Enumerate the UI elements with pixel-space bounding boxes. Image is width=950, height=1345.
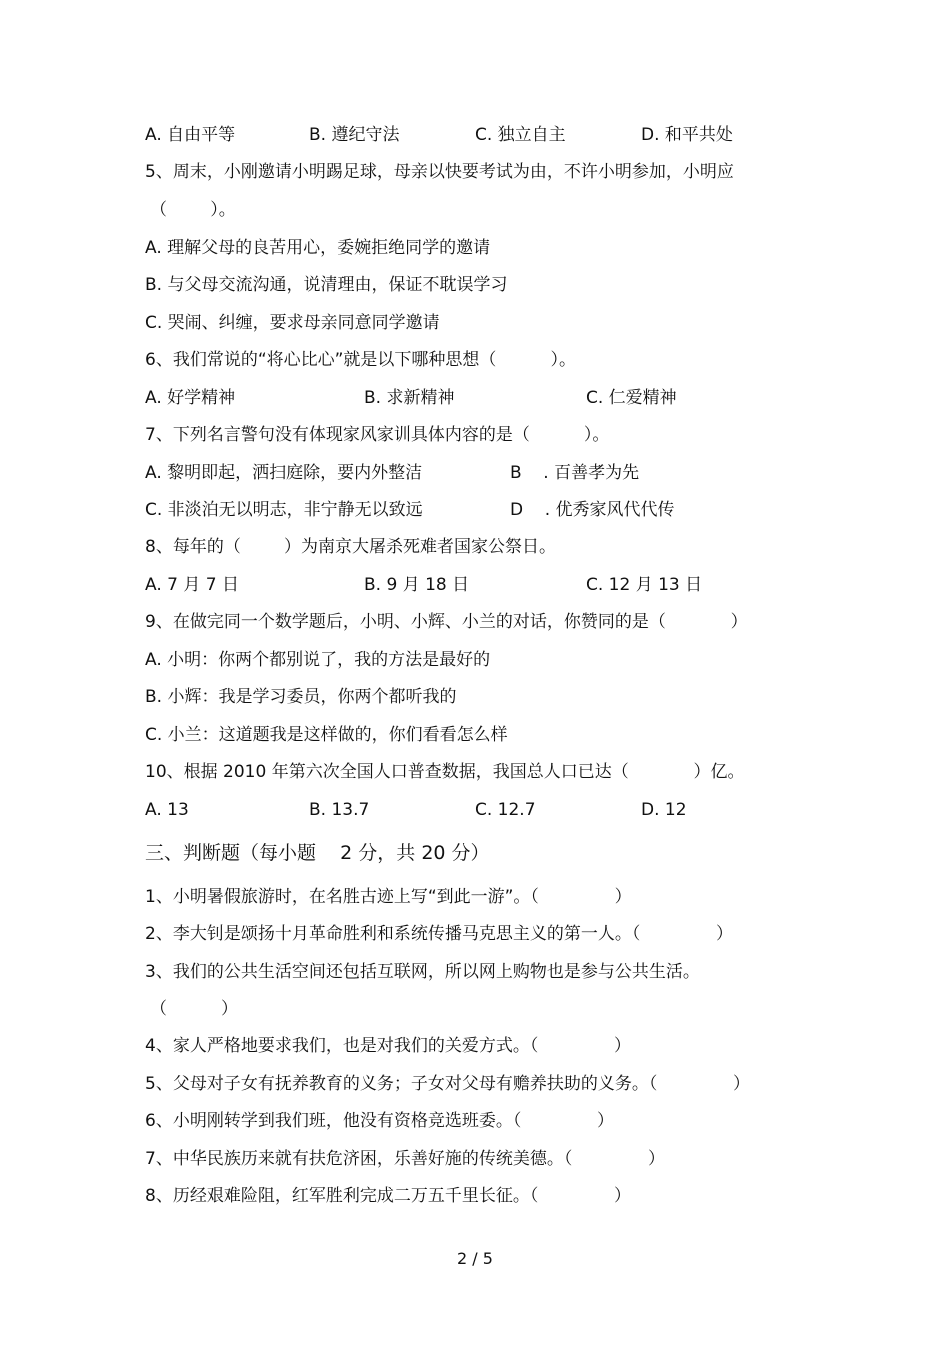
q7-option-b: B . 百善孝为先 [510,463,640,483]
q6-option-c: C. 仁爱精神 [586,388,677,408]
q7-option-a: A. 黎明即起，洒扫庭除，要内外整洁 [145,463,423,483]
q4-option-a: A. 自由平等 [145,125,236,145]
judgment-item: 7、中华民族历来就有扶危济困，乐善好施的传统美德。（ ） [145,1149,665,1169]
q7-option-c: C. 非淡泊无以明志，非宁静无以致远 [145,500,423,520]
q8-option-a: A. 7 月 7 日 [145,575,239,595]
q10-option-c: C. 12.7 [475,800,536,820]
q5-option-a: A. 理解父母的良苦用心，委婉拒绝同学的邀请 [145,238,491,258]
q8-option-b: B. 9 月 18 日 [364,575,470,595]
section-title-judgment: 三、判断题（每小题 2 分，共 20 分） [145,842,490,864]
q4-option-b: B. 遵纪守法 [309,125,400,145]
judgment-item: 1、小明暑假旅游时，在名胜古迹上写“到此一游”。（ ） [145,887,632,907]
q8-option-c: C. 12 月 13 日 [586,575,703,595]
judgment-item: 4、家人严格地要求我们，也是对我们的关爱方式。（ ） [145,1036,631,1056]
q6-option-a: A. 好学精神 [145,388,236,408]
q10-question: 10、根据 2010 年第六次全国人口普查数据，我国总人口已达（ ）亿。 [145,762,745,782]
q6-option-b: B. 求新精神 [364,388,455,408]
q9-question: 9、在做完同一个数学题后，小明、小辉、小兰的对话，你赞同的是（ ） [145,612,748,632]
judgment-item: 8、历经艰难险阻，红军胜利完成二万五千里长征。（ ） [145,1186,631,1206]
judgment-item-cont: （ ） [150,999,239,1019]
q6-question: 6、我们常说的“将心比心”就是以下哪种思想（ ）。 [145,350,576,370]
q8-question: 8、每年的（ ）为南京大屠杀死难者国家公祭日。 [145,537,557,557]
judgment-item: 6、小明刚转学到我们班，他没有资格竞选班委。（ ） [145,1111,614,1131]
q7-question: 7、下列名言警句没有体现家风家训具体内容的是（ ）。 [145,425,610,445]
judgment-item: 3、我们的公共生活空间还包括互联网，所以网上购物也是参与公共生活。 [145,962,700,982]
q9-option-b: B. 小辉：我是学习委员，你两个都听我的 [145,687,457,707]
q10-option-a: A. 13 [145,800,189,820]
judgment-item: 2、李大钊是颂扬十月革命胜利和系统传播马克思主义的第一人。（ ） [145,924,733,944]
q5-question-cont: （ ）。 [150,200,236,220]
q5-question: 5、周末，小刚邀请小明踢足球，母亲以快要考试为由，不许小明参加，小明应 [145,162,734,182]
q9-option-a: A. 小明：你两个都别说了，我的方法是最好的 [145,650,491,670]
q4-option-c: C. 独立自主 [475,125,566,145]
q10-option-d: D. 12 [641,800,687,820]
q10-option-b: B. 13.7 [309,800,370,820]
q9-option-c: C. 小兰：这道题我是这样做的，你们看看怎么样 [145,725,508,745]
q7-option-d: D . 优秀家风代代传 [510,500,675,520]
q5-option-b: B. 与父母交流沟通，说清理由，保证不耽误学习 [145,275,508,295]
judgment-item: 5、父母对子女有抚养教育的义务；子女对父母有赡养扶助的义务。（ ） [145,1074,750,1094]
q4-option-d: D. 和平共处 [641,125,733,145]
q5-option-c: C. 哭闹、纠缠，要求母亲同意同学邀请 [145,313,440,333]
page-number: 2 / 5 [457,1249,493,1268]
